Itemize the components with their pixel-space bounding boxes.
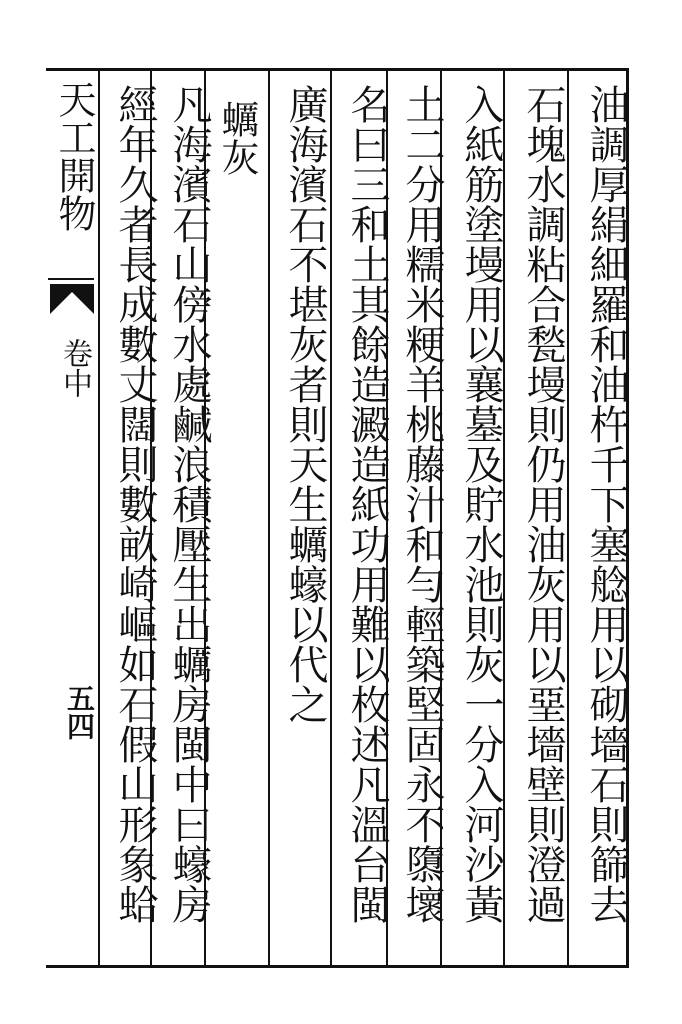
text-column-5: 名曰三和土其餘造澱造紙功用難以枚述凡溫台閩	[344, 84, 390, 924]
section-heading: 蠣灰	[215, 100, 259, 176]
column-rule	[98, 68, 100, 968]
column-rule	[268, 68, 270, 968]
page-number: 五四	[63, 684, 96, 740]
fishtail-icon	[50, 284, 94, 328]
text-column-8: 經年久者長成數丈闊則數畝崎嶇如石假山形象蛤	[112, 84, 158, 924]
text-column-1: 油調厚絹細羅和油杵千下塞艌用以砌墻石則篩去	[583, 84, 629, 924]
text-column-2: 石塊水調粘合甃墁則仍用油灰用以堊墻壁則澄過	[520, 84, 566, 924]
text-column-3: 入紙筋塗墁用以襄墓及貯水池則灰一分入河沙黃	[458, 84, 504, 924]
fishtail-rule	[48, 278, 94, 280]
text-column-4: 土二分用糯米粳羊桃藤汁和勻輕築堅固永不隳壞	[399, 84, 445, 924]
book-title: 天工開物	[52, 80, 96, 232]
volume-label: 卷中	[57, 338, 92, 398]
text-column-7: 凡海濱石山傍水處鹹浪積壓生出蠣房閩中曰蠔房	[166, 84, 212, 924]
text-column-6: 廣海濱石不堪灰者則天生蠣蠔以代之	[282, 84, 328, 724]
